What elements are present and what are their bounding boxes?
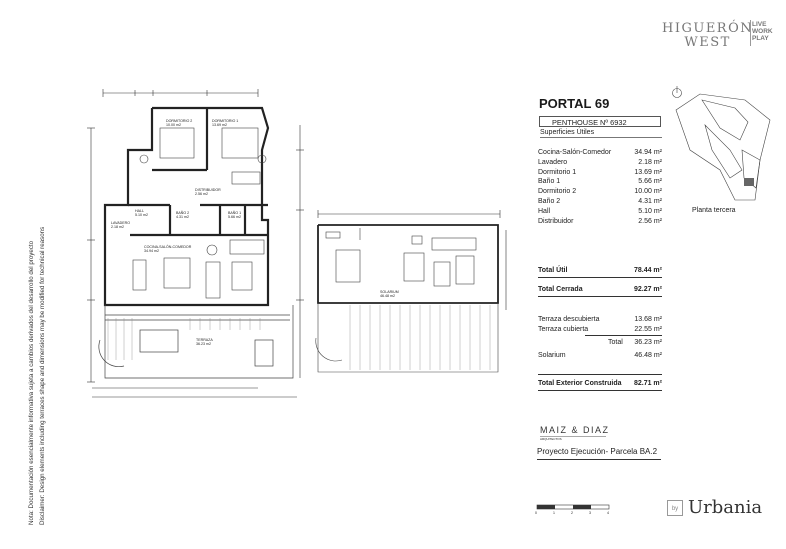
separator [537,459,661,460]
note-spanish: Nota: Documentación esencialmente informativa sujeta a cambios derivados del desarrollo del proyecto [28,240,35,525]
label-lavadero: LAVADERO 2.18 m2 [111,221,131,229]
room-value: 4.31 m² [638,198,662,205]
brand-name-line1: HIGUERÓN [662,21,754,36]
by-badge: by [667,500,683,516]
room-value: 5.10 m² [638,207,662,215]
total-terraza-row: Total 36.23 m² [608,339,662,346]
scale-label-2: 2 [571,511,573,515]
room-row [538,197,662,206]
label-solarium: SOLARIUM 46.48 m2 [380,290,399,298]
room-name: Distribuidor [538,217,574,225]
separator [538,296,662,297]
room-value: 2.56 m² [638,217,662,225]
solarium-row: Solarium 46.48 m² [538,352,662,359]
room-name: Cocina-Salón-Comedor [538,149,612,156]
room-value: 34.94 m² [634,149,662,156]
architect-subtitle: ARQUITECTOS [540,436,606,441]
scale-label-3: 3 [589,511,591,515]
room-name: Dormitorio 1 [538,168,577,176]
label-dormitorio1: DORMITORIO 1 13.69 m2 [212,119,239,127]
room-value: 13.69 m² [634,168,662,176]
scale-label-1: 1 [553,511,555,515]
label-cocina: COCINA-SALÓN-COMEDOR 34.94 m2 [144,245,192,253]
room-name: Dormitorio 2 [538,188,577,196]
separator [538,277,662,278]
architect-logo: MAIZ & DIAZ [540,425,610,435]
label-dormitorio2: DORMITORIO 2 10.00 m2 [166,119,193,127]
superficies-heading: Superficies Útiles [540,129,662,138]
developer-logo: Urbania [688,497,763,518]
room-name: Baño 1 [538,178,561,186]
note-english: Disclaimer: Design elements including terraces shape and dimensions may be modified for technical reasons [39,226,46,525]
scale-label-4: 4 [607,511,609,515]
brand-name-line2: WEST [684,35,731,50]
portal-title: PORTAL 69 [539,96,610,111]
label-bano2: BAÑO 2 4.31 m2 [176,211,190,219]
tagline-play: PLAY [752,35,769,42]
room-row [538,168,662,177]
room-value: 2.18 m² [638,158,662,166]
label-hall: HALL 5.10 m2 [135,209,148,217]
room-value: 10.00 m² [634,188,662,196]
room-row [538,177,662,186]
room-row [538,207,662,216]
terraza-cubierta-row: Terraza cubierta 22.55 m² [538,326,662,333]
label-bano1: BAÑO 1 5.66 m2 [228,211,242,219]
tagline-live: LIVE [752,21,767,28]
planta-label: Planta tercera [692,207,736,214]
total-cerrada-row: Total Cerrada 92.27 m² [538,286,662,293]
project-label: Proyecto Ejecución- Parcela BA.2 [537,447,658,456]
penthouse-label: PENTHOUSE Nº 6932 [539,116,661,127]
separator [585,335,662,336]
total-exterior-row: Total Exterior Construida 82.71 m² [538,380,662,387]
room-row [538,217,662,226]
room-row [538,158,662,167]
separator [538,374,662,375]
label-terraza: TERRAZA 36.23 m2 [196,338,213,346]
room-row [538,187,662,196]
scale-label-0: 0 [535,511,537,515]
room-name: Lavadero [538,158,568,166]
room-value: 5.66 m² [638,178,662,186]
tagline-work: WORK [752,28,773,35]
room-row [538,148,662,157]
terraza-descubierta-row: Terraza descubierta 13.68 m² [538,316,662,323]
room-name: Baño 2 [538,198,561,205]
room-name: Hall [538,207,551,215]
total-util-row: Total Útil 78.44 m² [538,267,662,274]
separator [538,390,662,391]
label-distribuidor: DISTRIBUIDOR 2.56 m2 [195,188,221,196]
